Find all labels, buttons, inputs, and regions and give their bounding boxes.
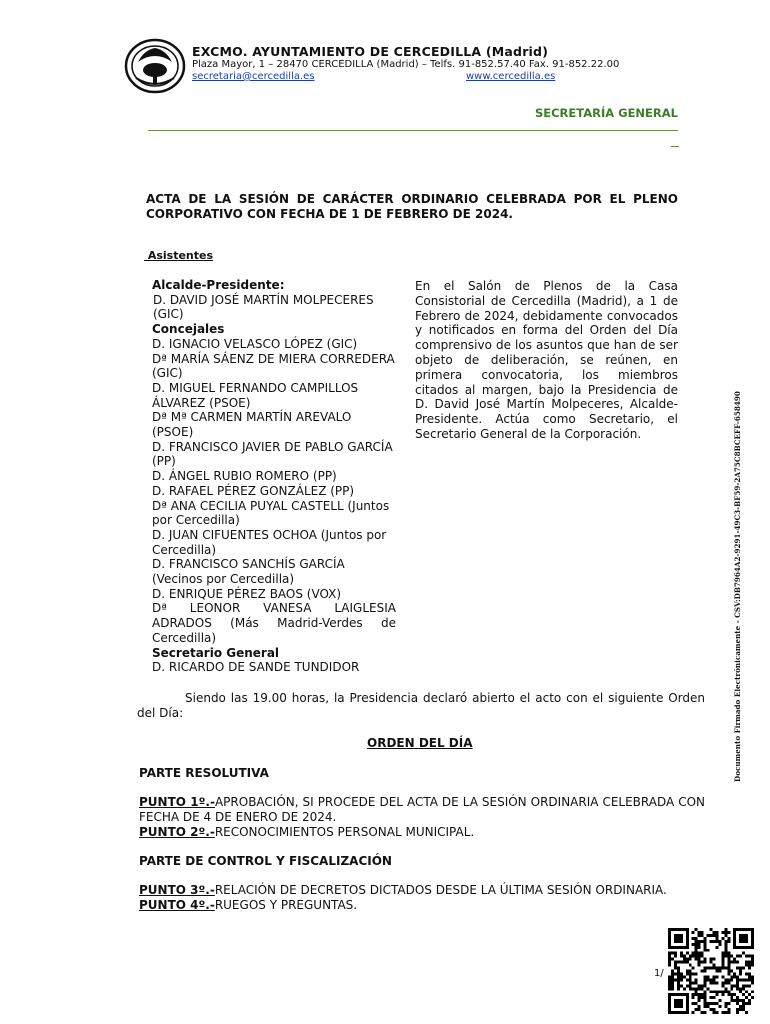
alcalde-name: D. DAVID JOSÉ MARTÍN MOLPECERES (GIC)	[153, 292, 374, 322]
agenda-item-label: PUNTO 4º.-	[139, 898, 215, 912]
agenda-item-label: PUNTO 3º.-	[139, 883, 215, 897]
header-rule	[148, 130, 678, 131]
concejal-item: D. FRANCISCO SANCHÍS GARCÍA (Vecinos por Cercedilla)	[152, 557, 345, 587]
concejal-item: D. ÁNGEL RUBIO ROMERO (PP)	[152, 469, 337, 484]
agenda-item	[139, 898, 705, 913]
parte-resolutiva-items	[139, 795, 705, 840]
session-intro-text: En el Salón de Plenos de la Casa Consistorial de Cercedilla (Madrid), a 1 de Febrero de 2024, debidamente convocados y notificados en forma del Orden del Día comprensivo de los asuntos que han de ser objeto de deliberación, se reúnen, en primera convocatoria, los miembros citados al margen, bajo la Presidencia de D. David José Martín Molpeceres, Alcalde-Presidente. Actúa como Secretario, el Secretario General de la Corporación.	[415, 279, 678, 441]
council-address: Plaza Mayor, 1 – 28470 CERCEDILLA (Madrid) – Telfs. 91-852.57.40 Fax. 91-852.22.00	[192, 59, 620, 70]
attendees-list	[152, 278, 396, 675]
concejal-item: D. FRANCISCO JAVIER DE PABLO GARCÍA (PP)	[152, 439, 393, 469]
concejal-item: D. JUAN CIFUENTES OCHOA (Juntos por Cercedilla)	[152, 527, 387, 557]
email-link[interactable]: secretaria@cercedilla.es	[192, 71, 315, 82]
agenda-item-text: RELACIÓN DE DECRETOS DICTADOS DESDE LA ÚLTIMA SESIÓN ORDINARIA.	[214, 883, 667, 897]
agenda-item-text: RUEGOS Y PREGUNTAS.	[214, 898, 358, 912]
page-number: 1/	[654, 968, 664, 979]
concejal-item: Dª LEONOR VANESA LAIGLESIA ADRADOS (Más Madrid-Verdes de Cercedilla)	[152, 601, 396, 645]
secretario-heading: Secretario General	[152, 645, 280, 660]
municipal-crest-logo	[124, 38, 186, 94]
concejal-item: D. IGNACIO VELASCO LÓPEZ (GIC)	[152, 336, 358, 351]
header-rule-tail	[671, 146, 679, 147]
parte-control-items	[139, 883, 705, 913]
opening-text: Siendo las 19.00 horas, la Presidencia declaró abierto el acto con el siguiente Orden del Día:	[137, 691, 705, 720]
agenda-item-label: PUNTO 1º.-	[139, 795, 215, 809]
concejales-heading: Concejales	[152, 322, 225, 337]
agenda-item	[139, 795, 705, 825]
parte-resolutiva-heading: PARTE RESOLUTIVA	[139, 766, 269, 780]
agenda-item-text: RECONOCIMIENTOS PERSONAL MUNICIPAL.	[214, 825, 475, 839]
secretario-name: D. RICARDO DE SANDE TUNDIDOR	[152, 660, 360, 675]
verification-qr-code	[668, 928, 754, 1014]
concejal-item: Dª ANA CECILIA PUYAL CASTELL (Juntos por Cercedilla)	[152, 498, 390, 528]
concejal-item: D. ENRIQUE PÉREZ BAOS (VOX)	[152, 586, 342, 601]
agenda-item	[139, 825, 705, 840]
agenda-item	[139, 883, 705, 898]
concejal-item: Dª Mª CARMEN MARTÍN AREVALO (PSOE)	[152, 410, 352, 440]
department-label: SECRETARÍA GENERAL	[534, 106, 678, 120]
concejal-item: D. MIGUEL FERNANDO CAMPILLOS ÁLVAREZ (PSOE)	[152, 380, 359, 410]
orden-del-dia-heading: ORDEN DEL DÍA	[367, 736, 473, 750]
electronic-signature-stamp: Documento Firmado Electrónicamente - CSV:DB7964A2-9291-49C3-BF59-2A75C8BCEFF-658490	[733, 391, 742, 782]
concejal-item: D. RAFAEL PÉREZ GONZÁLEZ (PP)	[152, 483, 355, 498]
asistentes-heading: Asistentes	[144, 249, 214, 262]
concejal-item: Dª MARÍA SÁENZ DE MIERA CORREDERA (GIC)	[152, 351, 395, 381]
website-link[interactable]: www.cercedilla.es	[466, 71, 556, 82]
agenda-item-label: PUNTO 2º.-	[139, 825, 215, 839]
parte-control-heading: PARTE DE CONTROL Y FISCALIZACIÓN	[139, 854, 392, 868]
council-name: EXCMO. AYUNTAMIENTO DE CERCEDILLA (Madrid)	[192, 44, 549, 59]
acta-title: ACTA DE LA SESIÓN DE CARÁCTER ORDINARIO CELEBRADA POR EL PLENO CORPORATIVO CON FECHA DE 1 DE FEBRERO DE 2024.	[146, 192, 678, 221]
alcalde-heading: Alcalde-Presidente:	[152, 278, 285, 292]
agenda-item-text: APROBACIÓN, SI PROCEDE DEL ACTA DE LA SESIÓN ORDINARIA CELEBRADA CON FECHA DE 4 DE ENERO DE 2024.	[139, 795, 705, 824]
